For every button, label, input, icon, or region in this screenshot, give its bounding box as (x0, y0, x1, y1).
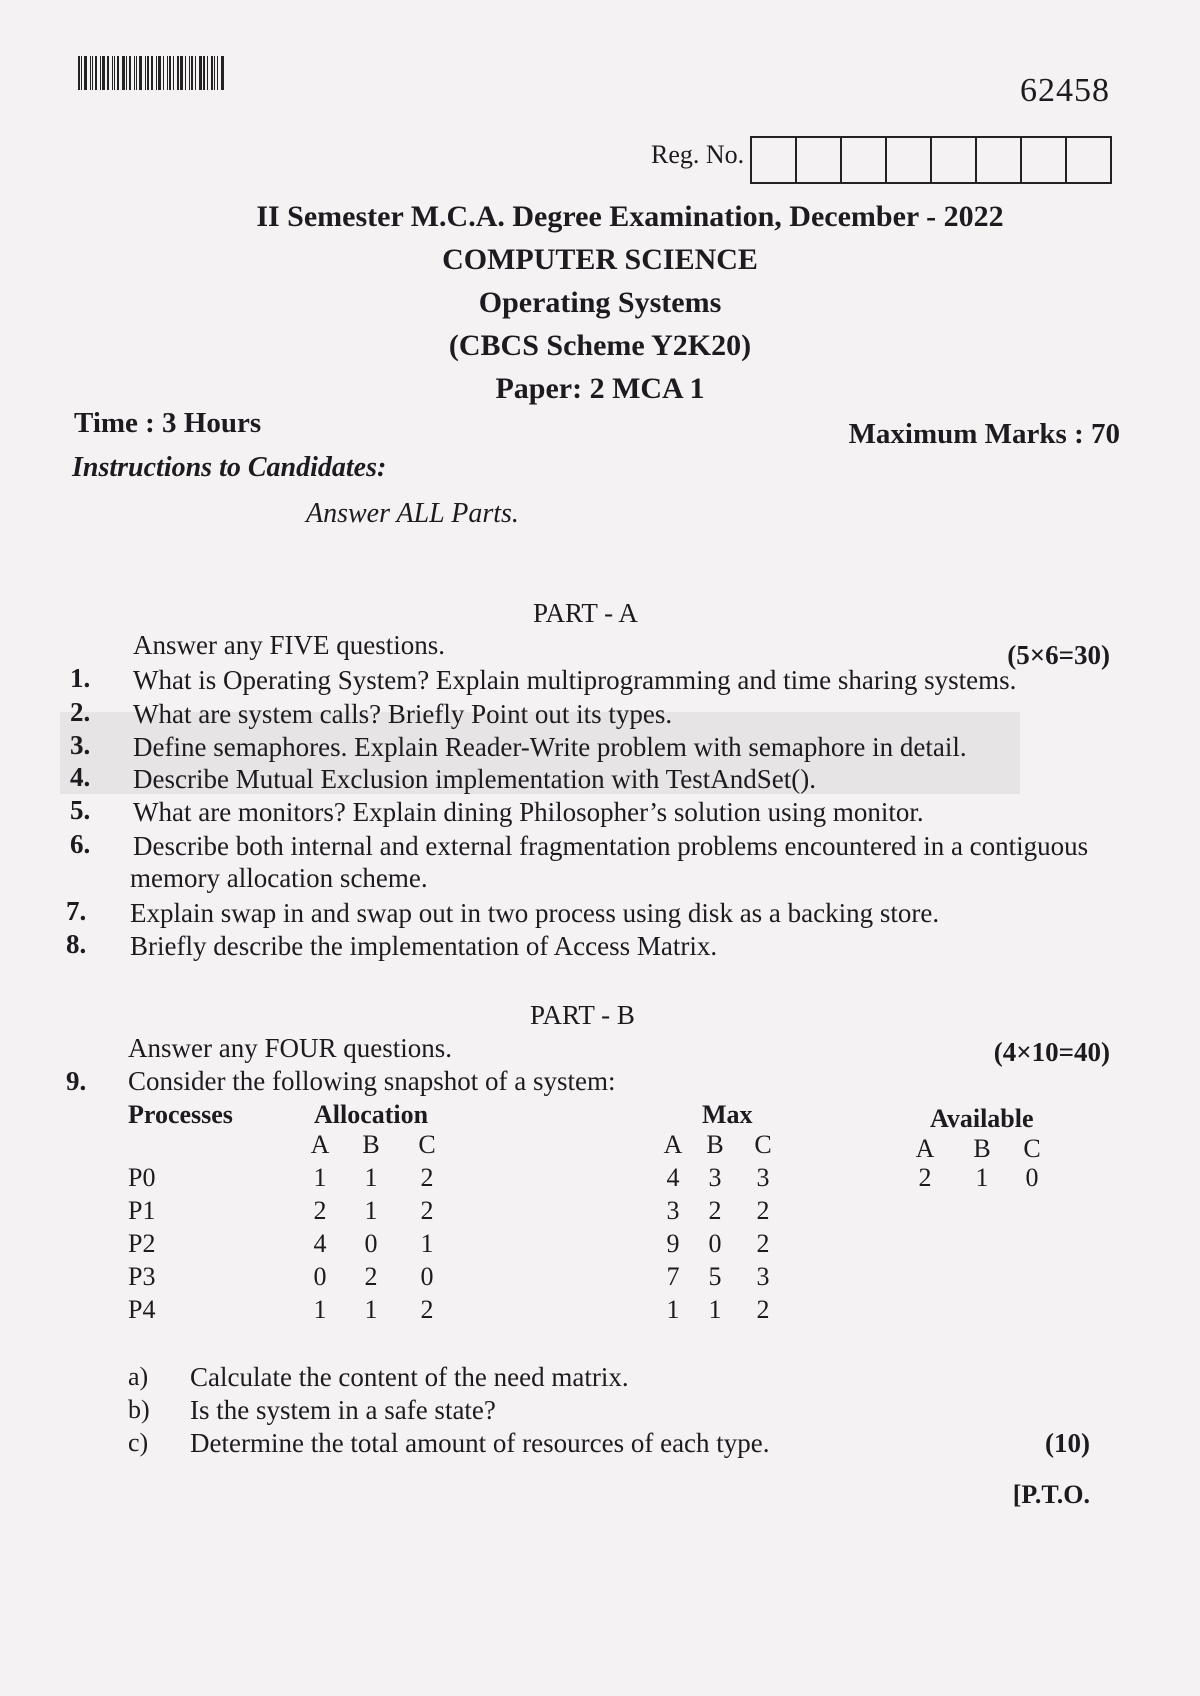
reg-box (1067, 138, 1110, 182)
max-cell: 9 (666, 1229, 680, 1258)
allocation-cell: 2 (420, 1196, 434, 1225)
available-resource-label: C (1023, 1134, 1041, 1163)
question-text: Describe Mutual Exclusion implementation with TestAndSet(). (133, 764, 816, 794)
part-a-marks: (5×6=30) (1007, 640, 1110, 670)
allocation-cell: 0 (313, 1262, 327, 1291)
available-resource-label: A (915, 1134, 935, 1163)
allocation-cell: 4 (313, 1229, 327, 1258)
max-cell: 2 (756, 1229, 770, 1258)
table-header-allocation: Allocation (314, 1100, 429, 1129)
question-number: 2. (70, 697, 91, 727)
question-text-cont: memory allocation scheme. (130, 863, 428, 893)
question-number: 3. (70, 730, 91, 760)
question-number: 6. (70, 829, 91, 859)
table-header-available: Available (930, 1104, 1034, 1133)
allocation-resource-label: A (310, 1130, 330, 1159)
allocation-cell: 2 (364, 1262, 378, 1291)
process-label: P4 (128, 1295, 156, 1324)
subject-title: COMPUTER SCIENCE (442, 243, 758, 276)
subquestion-label: c) (128, 1428, 149, 1457)
scheme: (CBCS Scheme Y2K20) (448, 329, 752, 362)
subquestion-text: Determine the total amount of resources of each type. (190, 1428, 770, 1458)
max-cell: 2 (756, 1295, 770, 1324)
reg-box (1022, 138, 1067, 182)
question-number: 4. (70, 762, 91, 792)
barcode (78, 56, 238, 90)
question-number: 7. (66, 896, 87, 926)
process-label: P0 (128, 1163, 156, 1192)
max-resource-label: A (663, 1130, 683, 1159)
part-b-intro: Answer any FOUR questions. (128, 1033, 452, 1063)
question-text: Define semaphores. Explain Reader-Write problem with semaphore in detail. (133, 732, 967, 762)
reg-number-boxes (750, 136, 1112, 184)
available-cell: 2 (918, 1163, 932, 1192)
reg-box (932, 138, 977, 182)
allocation-cell: 1 (313, 1163, 327, 1192)
max-cell: 2 (708, 1196, 722, 1225)
max-cell: 1 (708, 1295, 722, 1324)
part-b-marks: (4×10=40) (993, 1037, 1110, 1067)
max-cell: 2 (756, 1196, 770, 1225)
allocation-cell: 0 (364, 1229, 378, 1258)
max-cell: 5 (708, 1262, 722, 1291)
allocation-cell: 1 (364, 1196, 378, 1225)
available-resource-label: B (973, 1134, 991, 1163)
available-cell: 1 (975, 1163, 989, 1192)
maximum-marks: Maximum Marks : 70 (848, 418, 1120, 450)
allocation-cell: 1 (364, 1295, 378, 1324)
reg-label: Reg. No. (651, 140, 745, 169)
reg-box (752, 138, 797, 182)
table-header-max: Max (702, 1100, 753, 1129)
process-label: P1 (128, 1196, 156, 1225)
allocation-cell: 2 (420, 1295, 434, 1324)
instructions-text: Answer ALL Parts. (306, 498, 519, 529)
max-cell: 3 (708, 1163, 722, 1192)
allocation-cell: 2 (420, 1163, 434, 1192)
paper-code: 62458 (1020, 72, 1110, 109)
max-cell: 0 (708, 1229, 722, 1258)
max-cell: 1 (666, 1295, 680, 1324)
process-label: P2 (128, 1229, 156, 1258)
reg-box (977, 138, 1022, 182)
question-text: Explain swap in and swap out in two process using disk as a backing store. (130, 898, 940, 928)
question-number: 5. (70, 795, 91, 825)
part-b-title: PART - B (530, 1000, 635, 1030)
allocation-resource-label: B (362, 1130, 380, 1159)
subquestion-label: a) (128, 1362, 149, 1391)
max-resource-label: C (754, 1130, 772, 1159)
paper-id: Paper: 2 MCA 1 (495, 372, 705, 405)
course-title: Operating Systems (478, 286, 722, 319)
part-a-title: PART - A (533, 598, 638, 628)
question-text: What are monitors? Explain dining Philosopher’s solution using monitor. (133, 797, 924, 827)
reg-box (887, 138, 932, 182)
allocation-cell: 0 (420, 1262, 434, 1291)
reg-box (797, 138, 842, 182)
question-number: 9. (66, 1066, 87, 1096)
max-resource-label: B (706, 1130, 724, 1159)
allocation-cell: 1 (364, 1163, 378, 1192)
allocation-cell: 1 (420, 1229, 434, 1258)
allocation-cell: 2 (313, 1196, 327, 1225)
subquestion-text: Is the system in a safe state? (190, 1395, 496, 1425)
available-cell: 0 (1025, 1163, 1039, 1192)
process-label: P3 (128, 1262, 156, 1291)
max-cell: 3 (756, 1163, 770, 1192)
allocation-resource-label: C (418, 1130, 436, 1159)
allocation-cell: 1 (313, 1295, 327, 1324)
question-number: 8. (66, 929, 87, 959)
question-text: Briefly describe the implementation of Access Matrix. (130, 931, 718, 961)
exam-title: II Semester M.C.A. Degree Examination, December - 2022 (256, 200, 1004, 233)
table-header-processes: Processes (128, 1100, 233, 1129)
max-cell: 3 (666, 1196, 680, 1225)
subquestion-label: b) (128, 1395, 150, 1424)
question-text: What is Operating System? Explain multiprogramming and time sharing systems. (133, 665, 1017, 695)
question-marks: (10) (1045, 1428, 1090, 1458)
reg-box (842, 138, 887, 182)
subquestion-text: Calculate the content of the need matrix. (190, 1362, 629, 1392)
question-text: Describe both internal and external fragmentation problems encountered in a contiguous (133, 831, 1089, 861)
question-text: Consider the following snapshot of a system: (128, 1066, 616, 1096)
instructions-label: Instructions to Candidates: (72, 452, 387, 483)
max-cell: 4 (666, 1163, 680, 1192)
time-allowed: Time : 3 Hours (74, 407, 262, 439)
part-a-intro: Answer any FIVE questions. (133, 630, 445, 660)
question-number: 1. (70, 663, 91, 693)
max-cell: 3 (756, 1262, 770, 1291)
question-text: What are system calls? Briefly Point out its types. (133, 699, 673, 729)
please-turn-over: [P.T.O. (1012, 1480, 1090, 1509)
max-cell: 7 (666, 1262, 680, 1291)
